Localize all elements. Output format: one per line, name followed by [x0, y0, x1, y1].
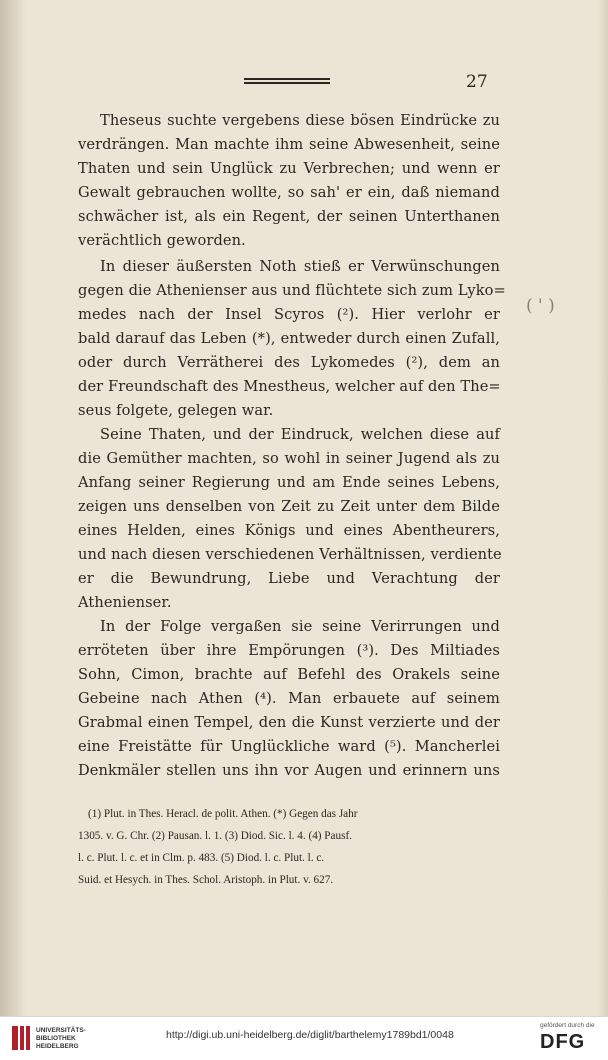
- library-name-line: BIBLIOTHEK: [36, 1035, 76, 1042]
- library-logo-icon[interactable]: [10, 1024, 32, 1052]
- body-line: verächtlich geworden.: [78, 232, 246, 249]
- body-line: oder durch Verrätherei des Lykomedes (²), dem an: [78, 354, 500, 371]
- margin-annotation: ( ' ): [526, 296, 555, 316]
- library-name-line: UNIVERSITÄTS-: [36, 1027, 86, 1034]
- body-line: die Gemüther machten, so wohl in seiner Jugend als zu: [78, 450, 500, 467]
- dfg-logo[interactable]: DFG: [540, 1031, 586, 1053]
- permalink-url[interactable]: http://digi.ub.uni-heidelberg.de/diglit/barthelemy1789bd1/0048: [166, 1029, 454, 1041]
- body-line: Gebeine nach Athen (⁴). Man erbauete auf seinem: [78, 690, 500, 707]
- funded-by-label: gefördert durch die: [540, 1022, 595, 1029]
- body-line: zeigen uns denselben von Zeit zu Zeit unter dem Bilde: [78, 498, 500, 515]
- footnote-line: (1) Plut. in Thes. Heracl. de polit. Athen. (*) Gegen das Jahr: [88, 808, 358, 820]
- body-line: er die Bewundrung, Liebe und Verachtung der: [78, 570, 500, 587]
- library-name-line: HEIDELBERG: [36, 1043, 79, 1050]
- page-number: 27: [466, 72, 488, 92]
- page-gutter-shadow: [0, 0, 26, 1016]
- body-line: bald darauf das Leben (*), entweder durch einen Zufall,: [78, 330, 500, 347]
- body-line: eine Freistätte für Unglückliche ward (⁵). Mancherlei: [78, 738, 500, 755]
- page-edge-shadow: [598, 0, 608, 1016]
- footnote-line: l. c. Plut. l. c. et in Clm. p. 483. (5) Diod. l. c. Plut. l. c.: [78, 852, 325, 864]
- footnote-line: 1305. v. G. Chr. (2) Pausan. l. 1. (3) Diod. Sic. l. 4. (4) Pausf.: [78, 830, 352, 842]
- body-line: Theseus suchte vergebens diese bösen Eindrücke zu: [100, 112, 500, 129]
- body-line: schwächer ist, als ein Regent, der seinen Unterthanen: [78, 208, 500, 225]
- body-line: gegen die Athenienser aus und flüchtete sich zum Lyko=: [78, 282, 506, 299]
- body-line: Athenienser.: [78, 594, 172, 611]
- body-line: Gewalt gebrauchen wollte, so sah' er ein, daß niemand: [78, 184, 500, 201]
- viewer-footer: [0, 1016, 608, 1060]
- body-line: erröteten über ihre Empörungen (³). Des Miltiades: [78, 642, 500, 659]
- body-line: In der Folge vergaßen sie seine Verirrungen und: [100, 618, 500, 635]
- body-line: verdrängen. Man machte ihm seine Abwesenheit, seine: [78, 136, 500, 153]
- body-line: der Freundschaft des Mnestheus, welcher auf den The=: [78, 378, 501, 395]
- header-double-rule: [244, 78, 330, 84]
- body-line: Thaten und sein Unglück zu Verbrechen; und wenn er: [78, 160, 500, 177]
- body-line: Seine Thaten, und der Eindruck, welchen diese auf: [100, 426, 500, 443]
- body-line: medes nach der Insel Scyros (²). Hier verlohr er: [78, 306, 500, 323]
- body-line: eines Helden, eines Königs und eines Abentheurers,: [78, 522, 500, 539]
- body-line: Denkmäler stellen uns ihn vor Augen und erinnern uns: [78, 762, 500, 779]
- footnote-line: Suid. et Hesych. in Thes. Schol. Aristoph. in Plut. v. 627.: [78, 874, 334, 886]
- body-line: Grabmal einen Tempel, den die Kunst verzierte und der: [78, 714, 500, 731]
- body-line: Anfang seiner Regierung und am Ende seines Lebens,: [78, 474, 500, 491]
- body-line: und nach diesen verschiedenen Verhältnissen, verdiente: [78, 546, 502, 563]
- body-line: seus folgete, gelegen war.: [78, 402, 274, 419]
- body-line: Sohn, Cimon, brachte auf Befehl des Orakels seine: [78, 666, 500, 683]
- body-line: In dieser äußersten Noth stieß er Verwünschungen: [100, 258, 500, 275]
